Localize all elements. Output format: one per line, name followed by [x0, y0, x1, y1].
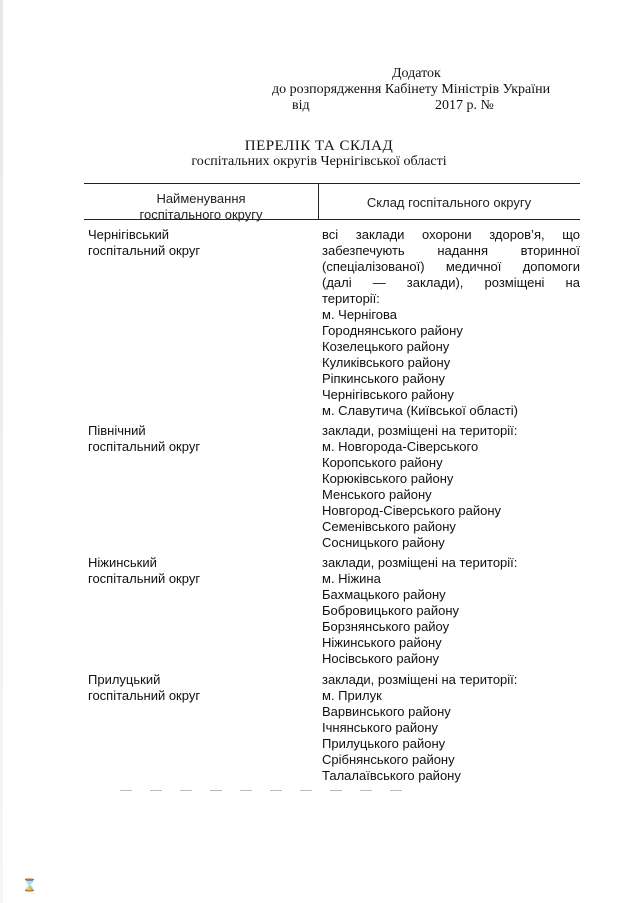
composition-line: Новгород-Сіверського району: [322, 503, 502, 518]
composition-line: Талалаївського району: [322, 768, 461, 783]
word: допомоги: [522, 259, 580, 274]
word: заклади: [355, 227, 405, 242]
composition-line: Чернігівського району: [322, 387, 454, 402]
district-composition: [322, 423, 580, 551]
title-subtitle: госпітальних округів Чернігівської області: [191, 154, 447, 169]
appendix-decree: до розпорядження Кабінету Міністрів України: [272, 82, 551, 97]
district-name: [88, 555, 298, 587]
header-composition-column: Склад госпітального округу: [366, 195, 532, 210]
appendix-label: Додаток: [392, 66, 441, 81]
composition-line: заклади, розміщені на території:: [322, 672, 518, 687]
composition-justified-line: [322, 275, 580, 291]
district-name-line: госпітальний округ: [88, 688, 201, 703]
composition-line: Козелецького району: [322, 339, 450, 354]
composition-line: Корюківського району: [322, 471, 454, 486]
composition-line: Варвинського району: [322, 704, 451, 719]
composition-line: Бобровицького району: [322, 603, 460, 618]
word: (далі: [322, 275, 352, 290]
composition-line: м. Ніжина: [322, 571, 381, 586]
composition-line: Сосницького району: [322, 535, 445, 550]
composition-line: Ічнянського району: [322, 720, 439, 735]
composition-line: Ріпкинського району: [322, 371, 445, 386]
word: —: [372, 275, 386, 290]
district-name-line: госпітальний округ: [88, 571, 201, 586]
appendix-header: [260, 66, 580, 114]
district-composition: [322, 672, 580, 784]
title-main: ПЕРЕЛІК ТА СКЛАД: [244, 138, 394, 154]
composition-line: Носівського району: [322, 651, 440, 666]
composition-line: Срібнянського району: [322, 752, 455, 767]
word: розміщені: [484, 275, 545, 290]
scan-artifact-mark: ⌛: [22, 878, 37, 892]
composition-line: території:: [322, 291, 380, 306]
district-name: [88, 227, 298, 259]
district-composition: [322, 227, 580, 419]
header-name-line1: Найменування: [156, 191, 246, 206]
word: вторинної: [520, 243, 580, 258]
appendix-year-number: 2017 р. №: [435, 98, 494, 113]
composition-justified-line: [322, 243, 580, 259]
composition-line: Коропського району: [322, 455, 443, 470]
table-top-border: [84, 183, 580, 184]
composition-line: Борзнянського райоу: [322, 619, 450, 634]
word: заклади),: [406, 275, 464, 290]
district-name-line: госпітальний округ: [88, 439, 201, 454]
word: всі: [322, 227, 339, 242]
word: (спеціалізованої): [322, 259, 425, 274]
composition-line: заклади, розміщені на території:: [322, 423, 518, 438]
district-name-line: Північний: [88, 423, 146, 438]
district-name-line: Чернігівський: [88, 227, 170, 242]
composition-line: м. Чернігова: [322, 307, 398, 322]
district-name: [88, 672, 298, 704]
composition-line: м. Славутича (Київської області): [322, 403, 518, 418]
header-name-column: [84, 191, 318, 223]
composition-line: Прилуцького району: [322, 736, 446, 751]
district-name-line: Прилуцький: [88, 672, 161, 687]
composition-line: Семенівського району: [322, 519, 456, 534]
composition-line: Ніжинського району: [322, 635, 442, 650]
word: на: [565, 275, 580, 290]
composition-justified-line: [322, 259, 580, 275]
district-name-line: Ніжинський: [88, 555, 157, 570]
page-bottom-rule: [120, 790, 420, 791]
word: забезпечують: [322, 243, 405, 258]
composition-line: м. Новгорода-Сіверського: [322, 439, 479, 454]
district-name: [88, 423, 298, 455]
word: охорони: [422, 227, 472, 242]
composition-line: Куликівського району: [322, 355, 451, 370]
word: надання: [437, 243, 488, 258]
appendix-date-line: [260, 98, 580, 114]
word: що: [562, 227, 580, 242]
district-name-line: госпітальний округ: [88, 243, 201, 258]
word: медичної: [445, 259, 502, 274]
composition-line: Менського району: [322, 487, 432, 502]
composition-line: Бахмацького району: [322, 587, 446, 602]
word: здоров’я,: [489, 227, 545, 242]
composition-justified-line: [322, 227, 580, 243]
composition-line: заклади, розміщені на території:: [322, 555, 518, 570]
appendix-date-prefix: від: [292, 98, 310, 113]
scan-edge: [0, 0, 3, 903]
district-composition: [322, 555, 580, 667]
composition-line: Городнянського району: [322, 323, 463, 338]
composition-line: м. Прилук: [322, 688, 382, 703]
header-name-line2: госпітального округу: [139, 207, 263, 222]
